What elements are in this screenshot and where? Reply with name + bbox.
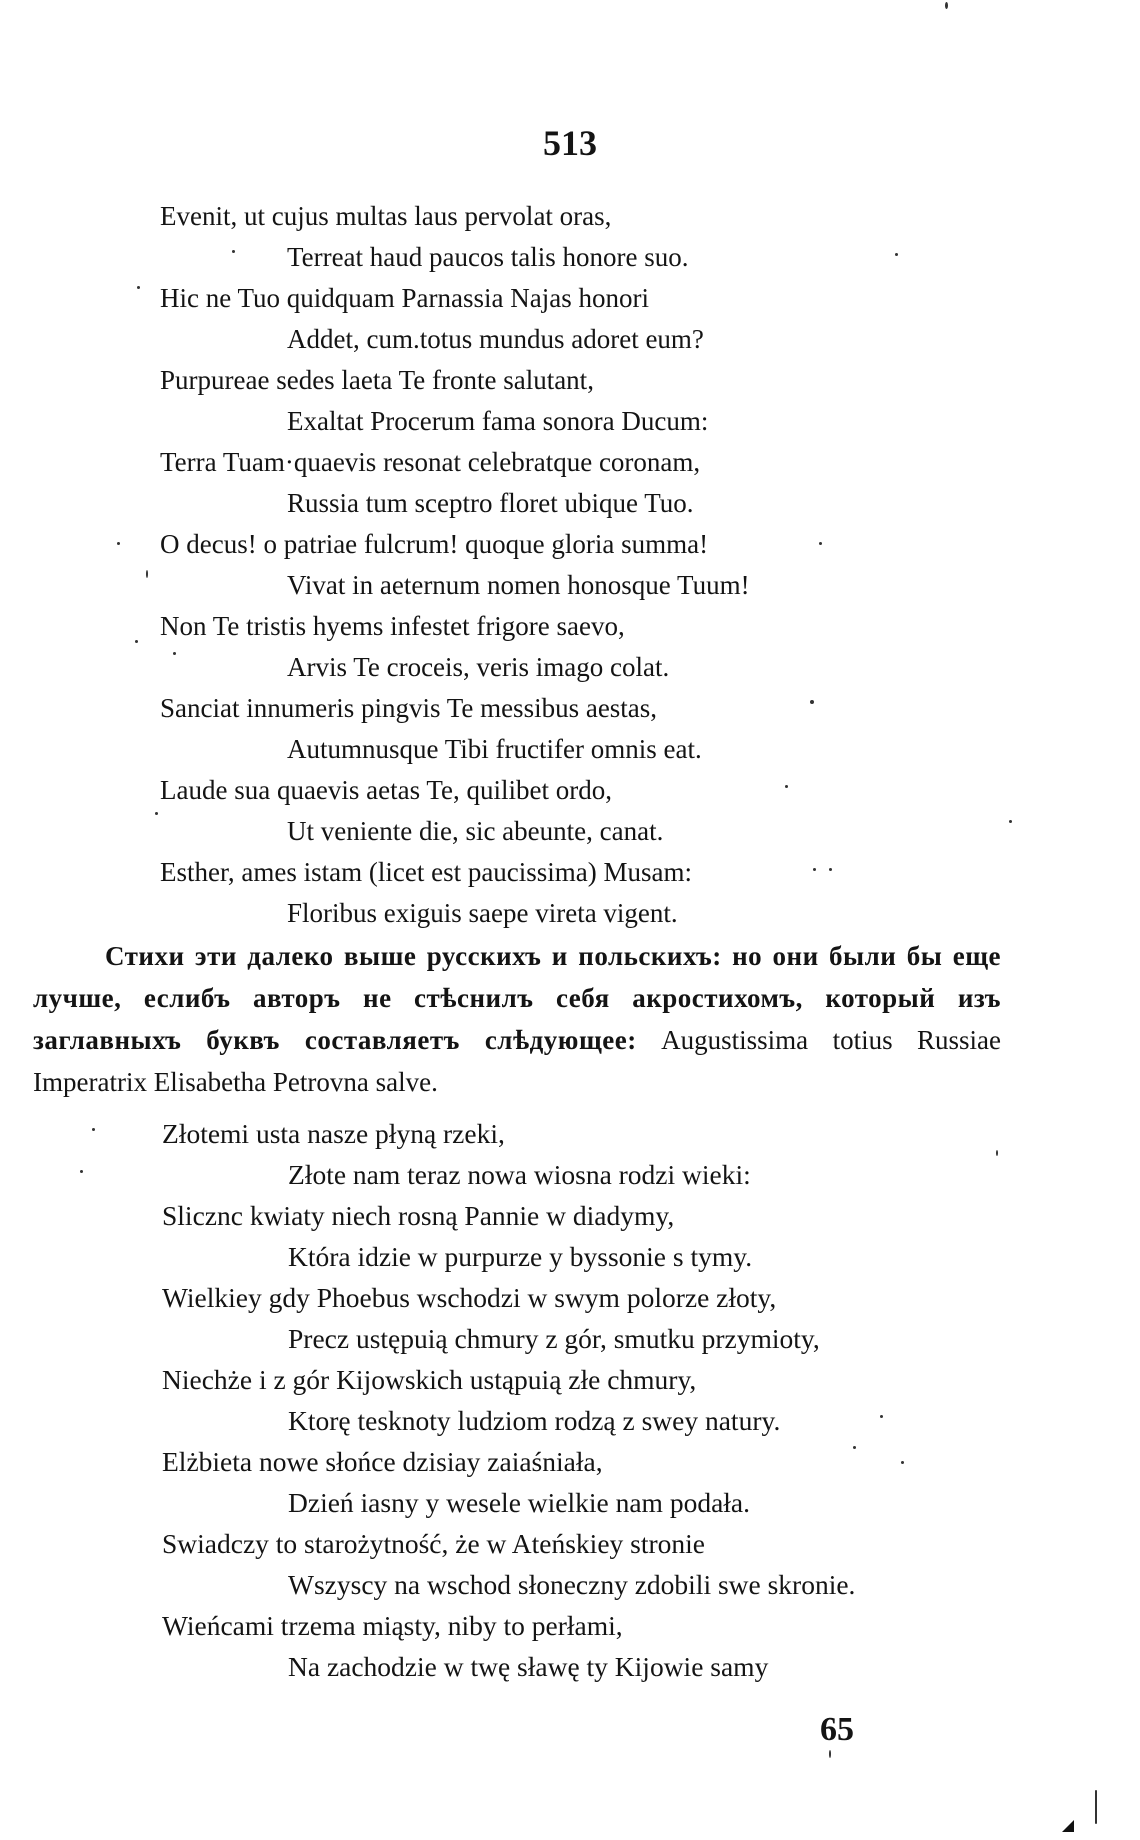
verse-line: Esther, ames istam (licet est paucissima) Musam: — [160, 857, 693, 887]
verse-line: Terra Tuam·quaevis resonat celebratque coronam, — [160, 447, 701, 477]
verse-line: Wielkiey gdy Phoebus wschodzi w swym polorze złoty, — [162, 1282, 777, 1313]
verse-line: Swiadczy to starożytność, że w Ateńskiey stronie — [162, 1528, 705, 1559]
latin-acrostic-poem — [0, 196, 1140, 934]
verse-line: Ktorę tesknoty ludziom rodzą z swey natury. — [288, 1405, 781, 1436]
verse-line: Non Te tristis hyems infestet frigore saevo, — [160, 611, 625, 641]
acrostic-decoding: Augustissima totius Russiae Imperatrix Elisabetha Petrovna salve. — [33, 1025, 1002, 1097]
scan-speck — [80, 1170, 83, 1173]
verse-line: O decus! o patriae fulcrum! quoque gloria summa! — [160, 529, 709, 559]
scan-speck — [945, 2, 948, 9]
verse-line: Addet, cum.totus mundus adoret eum? — [287, 324, 704, 354]
scan-corner-mark — [1062, 1820, 1074, 1832]
scan-speck — [853, 1446, 856, 1449]
verse-line: Dzień iasny y wesele wielkie nam podała. — [288, 1487, 750, 1518]
scan-speck — [901, 1461, 904, 1464]
scan-speck — [829, 1750, 831, 1758]
scan-speck — [155, 812, 158, 815]
verse-line: Precz ustępuią chmury z gór, smutku przymioty, — [288, 1323, 820, 1354]
scan-speck — [146, 570, 148, 578]
scan-speck — [137, 286, 140, 289]
verse-line: Sanciat innumeris pingvis Te messibus aestas, — [160, 693, 658, 723]
scan-speck — [996, 1150, 998, 1156]
polish-acrostic-poem — [0, 1113, 1140, 1687]
scan-speck — [232, 250, 235, 253]
verse-line: Exaltat Procerum fama sonora Ducum: — [287, 406, 709, 436]
commentary-russian-text: Стихи эти далеко выше русскихъ и польскихъ: но они были бы еще лучше, еслибъ авторъ не стѣснилъ себя акростихомъ, который изъ заглавныхъ буквъ составляетъ слѣдующее: — [33, 941, 1001, 1055]
verse-line: Vivat in aeternum nomen honosque Tuum! — [287, 570, 750, 600]
scan-speck — [785, 785, 788, 788]
verse-line: Floribus exiguis saepe vireta vigent. — [287, 898, 678, 928]
scan-speck — [829, 868, 832, 871]
verse-line: Laude sua quaevis aetas Te, quilibet ordo, — [160, 775, 612, 805]
verse-line: Russia tum sceptro floret ubique Tuo. — [287, 488, 694, 518]
scan-speck — [819, 542, 822, 545]
verse-line: Hic ne Tuo quidquam Parnassia Najas honori — [160, 283, 649, 313]
verse-line: Terreat haud paucos talis honore suo. — [287, 242, 689, 272]
scan-speck — [895, 253, 898, 256]
printer-signature-mark: 65 — [820, 1711, 854, 1748]
scan-speck — [1095, 1790, 1097, 1824]
scan-speck — [880, 1415, 883, 1418]
verse-line: Niechże i z gór Kijowskich ustąpuią złe chmury, — [162, 1364, 697, 1395]
verse-line: Złote nam teraz nowa wiosna rodzi wieki: — [288, 1159, 751, 1190]
verse-line: Elżbieta nowe słońce dzisiay zaiaśniała, — [162, 1446, 603, 1477]
verse-line: Wszyscy na wschod słoneczny zdobili swe skronie. — [288, 1569, 856, 1600]
verse-line: Slicznc kwiaty niech rosną Pannie w diadymy, — [162, 1200, 675, 1231]
verse-line: Złotemi usta nasze płyną rzeki, — [162, 1118, 505, 1149]
commentary-paragraph — [33, 935, 1001, 1103]
verse-line: Autumnusque Tibi fructifer omnis eat. — [287, 734, 702, 764]
verse-line: Wieńcami trzema miąsty, niby to perłami, — [162, 1610, 623, 1641]
verse-line: Evenit, ut cujus multas laus pervolat oras, — [160, 201, 612, 231]
verse-line: Na zachodzie w twę sławę ty Kijowie samy — [288, 1651, 769, 1682]
scan-speck — [1009, 820, 1012, 823]
scan-speck — [173, 652, 176, 655]
scan-speck — [810, 700, 814, 704]
scan-speck — [117, 542, 120, 545]
page-number: 513 — [543, 123, 597, 163]
verse-line: Arvis Te croceis, veris imago colat. — [287, 652, 670, 682]
scan-speck — [813, 868, 816, 871]
verse-line: Ut veniente die, sic abeunte, canat. — [287, 816, 664, 846]
verse-line: Purpureae sedes laeta Te fronte salutant, — [160, 365, 594, 395]
verse-line: Która idzie w purpurze y byssonie s tymy. — [288, 1241, 753, 1272]
scan-speck — [135, 640, 138, 643]
scan-speck — [92, 1128, 95, 1131]
